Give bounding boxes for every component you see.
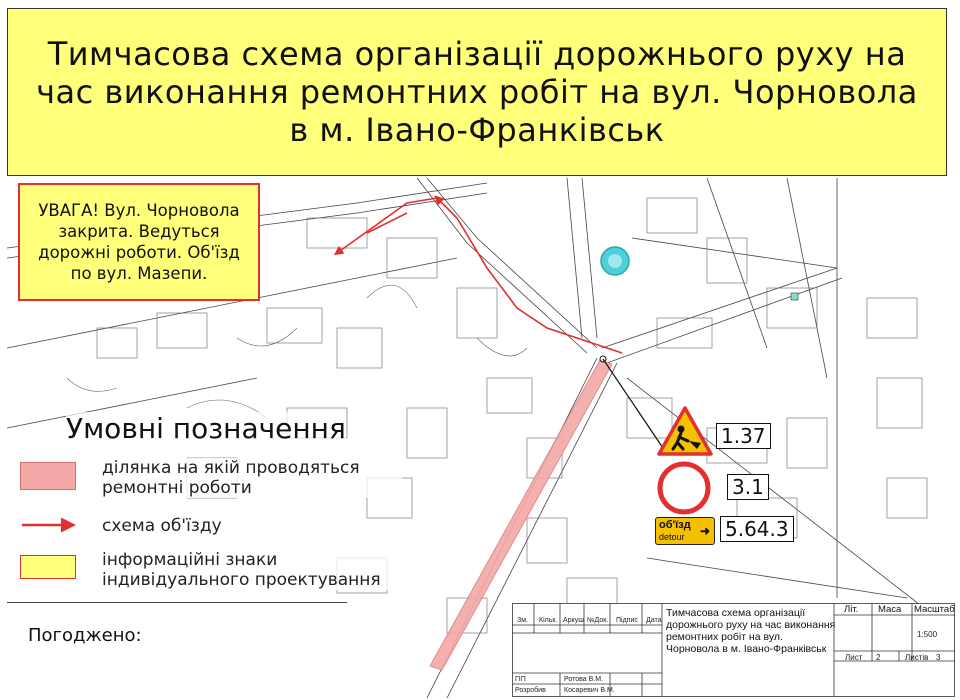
stamp-col-1: Кільк. — [539, 617, 558, 624]
warning-text: УВАГА! Вул. Чорновола закрита. Ведуться дорожні роботи. Об'їзд по вул. Мазепи. — [38, 201, 240, 283]
legend-repair-label: ділянка на якій проводяться ремонтні роботи — [102, 458, 402, 498]
detour-sign — [655, 517, 715, 545]
legend-title: Умовні позначення — [66, 412, 346, 445]
stamp-header-scale: Масштаб — [914, 604, 955, 615]
stamp-sheet-value: 2 — [876, 653, 881, 662]
stamp-sheet-label: Лист — [845, 653, 863, 662]
legend-repair-swatch — [20, 462, 76, 490]
stamp-row-1-name: Косаревич В.М. — [564, 687, 615, 694]
stamp-sheets-label: Листів — [905, 653, 929, 662]
detour-sign-text-ua: об'їзд — [659, 519, 691, 531]
stamp-sheets-value: 3 — [936, 653, 941, 662]
arrow-right-icon: ➜ — [699, 524, 710, 538]
poi-marker — [791, 293, 798, 300]
no-entry-sign-icon — [656, 460, 712, 516]
road-works-sign-icon — [657, 405, 713, 457]
map-title-banner — [7, 8, 947, 176]
stamp-col-5: Дата — [646, 617, 662, 624]
detour-route — [337, 198, 622, 353]
stamp-scale-value: 1:500 — [917, 630, 938, 639]
legend-info-sign-swatch — [20, 555, 76, 579]
sign-code-1-37: 1.37 — [716, 423, 771, 449]
map-title: Тимчасова схема організації дорожнього руху на час виконання ремонтних робіт на вул. Чорновола в м. Івано-Франківськ — [36, 35, 918, 149]
stamp-row-0-role: ГІП — [515, 676, 526, 683]
stamp-title: Тимчасова схема організації дорожнього руху на час виконання ремонтних робіт на вул. Чорновола в м. Івано-Франківськ — [666, 607, 836, 655]
legend-detour-label: схема об'їзду — [102, 516, 222, 536]
detour-sign-text-en: detour — [659, 532, 685, 542]
approval-panel — [7, 602, 347, 699]
stamp-col-2: Аркуш — [563, 617, 584, 624]
road-closed-warning — [18, 183, 260, 301]
sign-code-3-1: 3.1 — [727, 474, 769, 500]
stamp-col-0: Зм. — [517, 617, 528, 624]
approval-label: Погоджено: — [28, 625, 142, 646]
stamp-col-4: Підпис — [616, 617, 638, 624]
stamp-header-mass: Маса — [878, 604, 902, 615]
legend-detour-arrow-icon — [20, 517, 80, 533]
roundabout — [601, 247, 629, 275]
stamp-col-3: №Док. — [587, 617, 609, 624]
stamp-row-1-role: Розробив — [515, 687, 546, 694]
stamp-header-lit: Літ. — [844, 604, 859, 615]
stamp-row-0-name: Ротова В.М. — [564, 676, 603, 683]
sign-code-5-64-3: 5.64.3 — [720, 516, 794, 542]
legend-info-sign-label: інформаційні знаки індивідуального проектування — [102, 550, 422, 590]
